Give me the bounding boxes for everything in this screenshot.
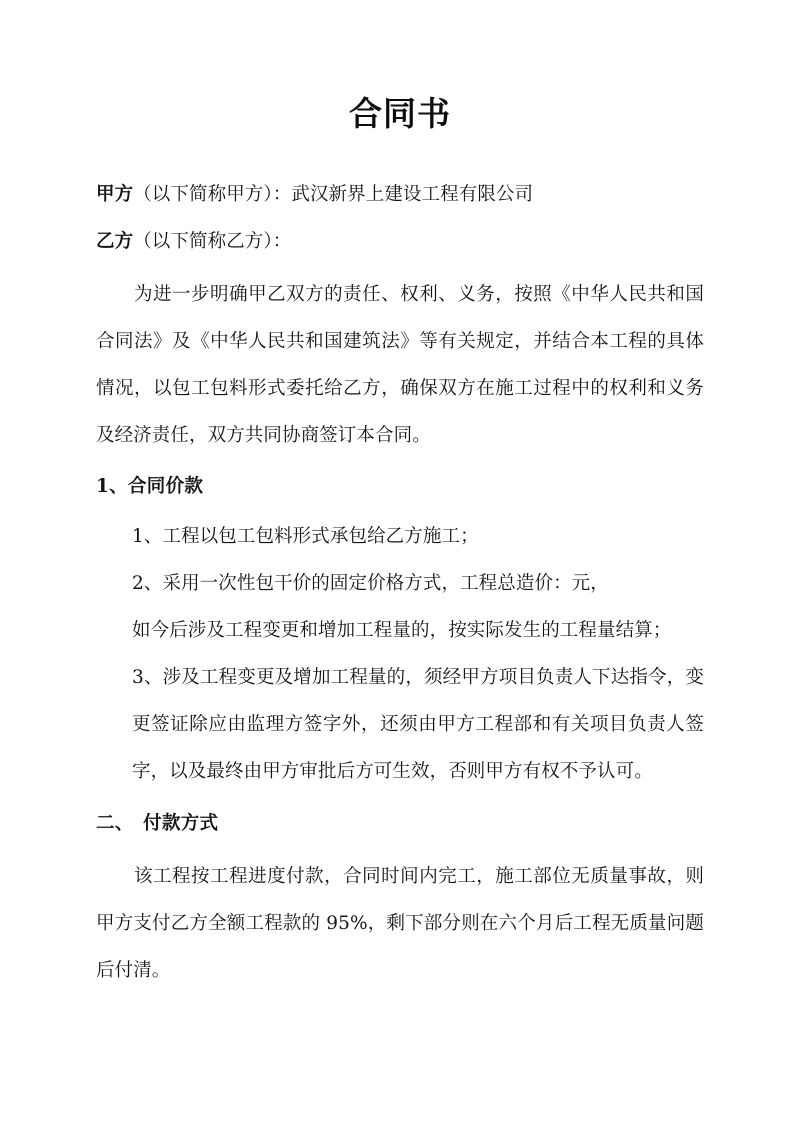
party-a-line [96,130,704,218]
party-a-value: （以下简称甲方）：武汉新界上建设工程有限公司 [133,184,534,205]
section-heading-payment-method: 二、 付款方式 [96,813,219,834]
document-content [96,0,704,994]
preamble-paragraph: 为进一步明确甲乙双方的责任、权利、义务，按照《中华人民共和国合同法》及《中华人民共和国建筑法》等有关规定，并结合本工程的具体情况，以包工包料形式委托给乙方，确保双方在施工过程中的权利和义务及经济责任，双方共同协商签订本合同。 [96,284,704,446]
clause-item-1-2: 2、采用一次性包干价的固定价格方式，工程总造价：元， [132,573,609,594]
clause-item-1-1: 1、工程以包工包料形式承包给乙方施工； [132,526,479,547]
page-title: 合同书 [349,94,451,133]
party-b-line [96,218,704,265]
payment-method-paragraph: 该工程按工程进度付款，合同时间内完工，施工部位无质量事故，则甲方支付乙方全额工程款的 95%，剩下部分则在六个月后工程无质量问题后付清。 [96,866,704,981]
party-a-label: 甲方 [96,184,134,205]
party-b-label: 乙方 [96,231,134,252]
clause-item-1-2-continued: 如今后涉及工程变更和增加工程量的，按实际发生的工程量结算； [132,620,672,641]
party-b-value: （以下简称乙方）： [133,231,292,252]
clause-item-1-3: 3、涉及工程变更及增加工程量的，须经甲方项目负责人下达指令，变更签证除应由监理方签字外，还须由甲方工程部和有关项目负责人签字，以及最终由甲方审批后方可生效，否则甲方有权不予认可。 [132,667,704,782]
section-heading-contract-price: 1、合同价款 [96,476,204,497]
